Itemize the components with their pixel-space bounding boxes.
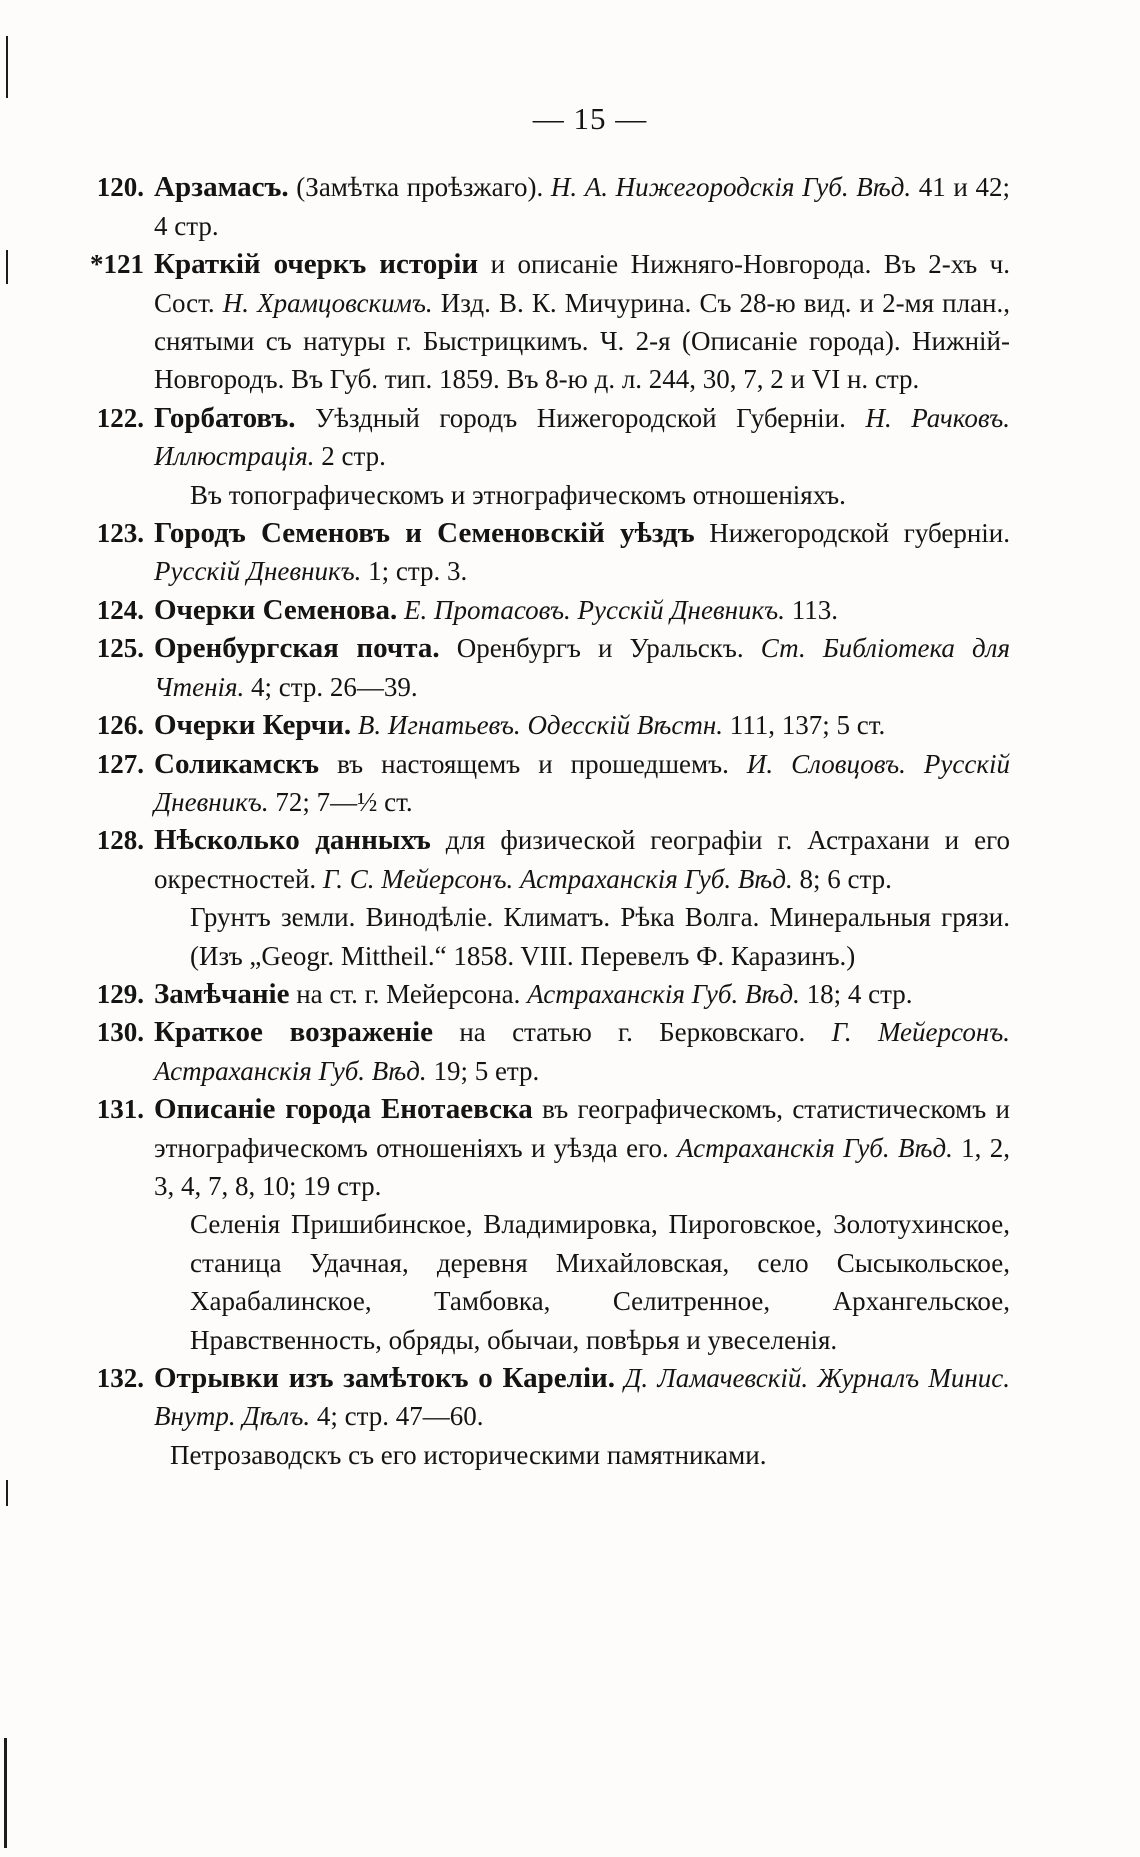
bibliography-entry bbox=[70, 745, 1010, 822]
bibliography-entry bbox=[70, 629, 1010, 706]
entry-title: Соликамскъ bbox=[154, 747, 320, 780]
entry-source: Одесскій Вѣстн. bbox=[520, 710, 724, 741]
entry-description bbox=[351, 710, 358, 740]
entry-number: 127. bbox=[96, 748, 144, 779]
scan-margin-line bbox=[4, 1738, 7, 1848]
entry-author: И. Словцовъ. bbox=[746, 748, 906, 779]
entry-pages: 113. bbox=[784, 594, 838, 625]
entry-title: Городъ Семеновъ и Семеновскій уѣздъ bbox=[154, 517, 695, 550]
entry-author: Г. Мейерсонъ. bbox=[831, 1017, 1010, 1048]
entry-number: 132. bbox=[96, 1363, 144, 1393]
entry-source: Библіотека для Чтенія. bbox=[154, 633, 1010, 702]
entry-source: Астраханскія Губ. Вѣд. bbox=[513, 863, 793, 894]
bibliography-entry bbox=[70, 245, 1010, 399]
entry-description: Оренбургъ и Уральскъ. bbox=[439, 633, 761, 664]
entry-description: и описаніе Нижняго-Новгорода. Въ 2-хъ ч. Сост. bbox=[154, 249, 1010, 318]
entry-description: Уѣздный городъ Нижегородской Губерніи. bbox=[295, 402, 866, 433]
entry-text bbox=[154, 514, 1010, 591]
scan-margin-line bbox=[6, 1480, 8, 1506]
entry-title: Горбатовъ. bbox=[154, 401, 296, 434]
entry-number: 122. bbox=[96, 402, 144, 433]
entry-number: *121 bbox=[90, 249, 144, 280]
entry-text bbox=[154, 821, 1010, 898]
bibliography-list bbox=[70, 168, 1010, 1474]
entry-text bbox=[154, 745, 1010, 822]
entry-pages: 19; 5 етр. bbox=[426, 1055, 540, 1086]
entry-text bbox=[154, 245, 1010, 399]
entry-description: на ст. г. Мейерсона. bbox=[289, 978, 528, 1009]
entry-description: на статью г. Берковскаго. bbox=[433, 1017, 832, 1048]
entry-pages: 2 стр. bbox=[314, 441, 386, 472]
entry-pages: 4; стр. 26—39. bbox=[244, 671, 418, 702]
entry-author: Е. Протасовъ. bbox=[404, 594, 571, 625]
scan-margin-line bbox=[6, 250, 8, 284]
entry-title: Оренбургская почта. bbox=[154, 632, 440, 665]
bibliography-entry bbox=[70, 706, 1010, 744]
entry-number: 124. bbox=[96, 594, 144, 625]
bibliography-entry bbox=[70, 1090, 1010, 1205]
entry-title: Очерки Керчи. bbox=[154, 709, 352, 742]
entry-title: Отрывки изъ замѣтокъ о Кареліи. bbox=[154, 1362, 615, 1394]
entry-number: 123. bbox=[96, 518, 144, 549]
entry-description: въ географическомъ, статистическомъ и этнографическомъ отношеніяхъ и уѣзда его. bbox=[154, 1094, 1011, 1163]
bibliography-entry bbox=[70, 975, 1010, 1013]
entry-pages: 4; стр. 47—60. bbox=[310, 1401, 484, 1432]
entry-pages: 1; стр. 3. bbox=[361, 556, 468, 587]
entry-source: Русскій Дневникъ. bbox=[570, 594, 785, 625]
entry-number: 125. bbox=[96, 633, 144, 664]
entry-source: Астраханскія Губ. Вѣд. bbox=[677, 1132, 953, 1163]
entry-number: 128. bbox=[96, 825, 144, 856]
entry-title: Краткій очеркъ исторіи bbox=[154, 248, 479, 281]
entry-author: Г. С. Мейерсонъ. bbox=[322, 863, 514, 894]
entry-number: 130. bbox=[96, 1017, 144, 1048]
entry-pages: 1, 2, 3, 4, 7, 8, 10; 19 стр. bbox=[154, 1132, 1010, 1201]
entry-pages: 111, 137; 5 ст. bbox=[723, 710, 886, 741]
entry-title: Очерки Семенова. bbox=[154, 593, 398, 626]
entry-note: Селенія Пришибинское, Владимировка, Пироговское, Золотухинское, станица Удачная, деревня Михайловская, село Сысыкольское, Харабалинское, Тамбовка, Селитренное, Архангельское, Нравственность, обряды, обычаи, повѣрья и увеселенія. bbox=[190, 1209, 1010, 1355]
entry-source: Русскій Дневникъ. bbox=[154, 748, 1010, 817]
entry-description: для физической географіи г. Астрахани и его окрестностей. bbox=[154, 825, 1010, 894]
entry-title: Замѣчаніе bbox=[154, 977, 290, 1010]
entry-source: Астраханскія Губ. Вѣд. bbox=[527, 978, 800, 1009]
entry-description: Нижегородской губерніи. bbox=[694, 518, 1010, 549]
entry-description: въ настоящемъ и прошедшемъ. bbox=[319, 748, 747, 779]
entry-number: 126. bbox=[96, 710, 144, 741]
entry-title: Краткое возраженіе bbox=[154, 1016, 434, 1049]
scan-margin-line bbox=[6, 36, 8, 98]
entry-author: Н. А. bbox=[550, 172, 609, 203]
book-page bbox=[70, 100, 1010, 1474]
entry-author: Н. Рачковъ. bbox=[865, 402, 1010, 433]
bibliography-entry bbox=[70, 1359, 1010, 1436]
entry-text bbox=[154, 399, 1010, 476]
entry-text bbox=[154, 1359, 1010, 1436]
entry-source: Астраханскія Губ. Вѣд. bbox=[154, 1055, 427, 1086]
entry-pages: 41 и 42; 4 стр. bbox=[154, 172, 1011, 241]
entry-pages: 72; 7—½ ст. bbox=[268, 786, 413, 817]
bibliography-entry bbox=[70, 591, 1010, 629]
entry-description bbox=[615, 1363, 624, 1393]
entry-text bbox=[154, 168, 1010, 245]
entry-text bbox=[154, 1090, 1010, 1205]
entry-number: 129. bbox=[96, 978, 144, 1009]
bibliography-entry bbox=[70, 399, 1010, 476]
entry-author: Д. Ламачевскій. bbox=[624, 1363, 809, 1393]
entry-title: Арзамасъ. bbox=[154, 171, 289, 204]
entry-text bbox=[154, 629, 1010, 706]
entry-pages: 18; 4 стр. bbox=[799, 978, 913, 1009]
entry-note: Грунтъ земли. Винодѣліе. Климатъ. Рѣка Волга. Минеральныя грязи. (Изъ „Geogr. Mittheil.“ 1858. VIII. Перевелъ Ф. Каразинъ.) bbox=[190, 902, 1010, 971]
bibliography-entry bbox=[70, 821, 1010, 898]
entry-pages: Изд. В. К. Мичурина. Съ 28-ю вид. и 2-мя план., снятыми съ натуры г. Быстрицкимъ. Ч. 2-я (Описаніе города). Нижній-Новгородъ. Въ Губ. тип. 1859. Въ 8-ю д. л. 244, 30, 7, 2 и VI н. стр. bbox=[154, 287, 1011, 395]
entry-text bbox=[154, 975, 1010, 1013]
entry-author: Н. Храмцовскимъ. bbox=[222, 287, 433, 318]
entry-author: В. Игнатьевъ. bbox=[357, 710, 521, 741]
entry-text bbox=[154, 1013, 1010, 1090]
bibliography-entry bbox=[70, 1013, 1010, 1090]
entry-title: Нѣсколько данныхъ bbox=[154, 824, 431, 857]
entry-text bbox=[154, 706, 1010, 744]
entry-source: Иллюстрація. bbox=[154, 441, 315, 472]
entry-number: 131. bbox=[96, 1094, 144, 1125]
entry-pages: 8; 6 стр. bbox=[792, 863, 892, 894]
bibliography-entry bbox=[70, 168, 1010, 245]
entry-description: (Замѣтка проѣзжаго). bbox=[288, 172, 551, 203]
entry-title: Описаніе города Енотаевска bbox=[154, 1093, 533, 1126]
entry-text bbox=[154, 591, 1010, 629]
entry-author: Ст. bbox=[760, 633, 806, 664]
entry-source: Журналъ Минис. Внутр. Дѣлъ. bbox=[154, 1363, 1011, 1432]
entry-note: Петрозаводскъ съ его историческими памятниками. bbox=[170, 1439, 767, 1470]
bibliography-entry bbox=[70, 514, 1010, 591]
entry-source: Нижегородскія Губ. Вѣд. bbox=[608, 172, 912, 203]
entry-number: 120. bbox=[96, 172, 144, 203]
page-number: — 15 — bbox=[532, 101, 648, 136]
entry-note: Въ топографическомъ и этнографическомъ отношеніяхъ. bbox=[190, 479, 846, 510]
entry-source: Русскій Дневникъ. bbox=[154, 556, 362, 587]
